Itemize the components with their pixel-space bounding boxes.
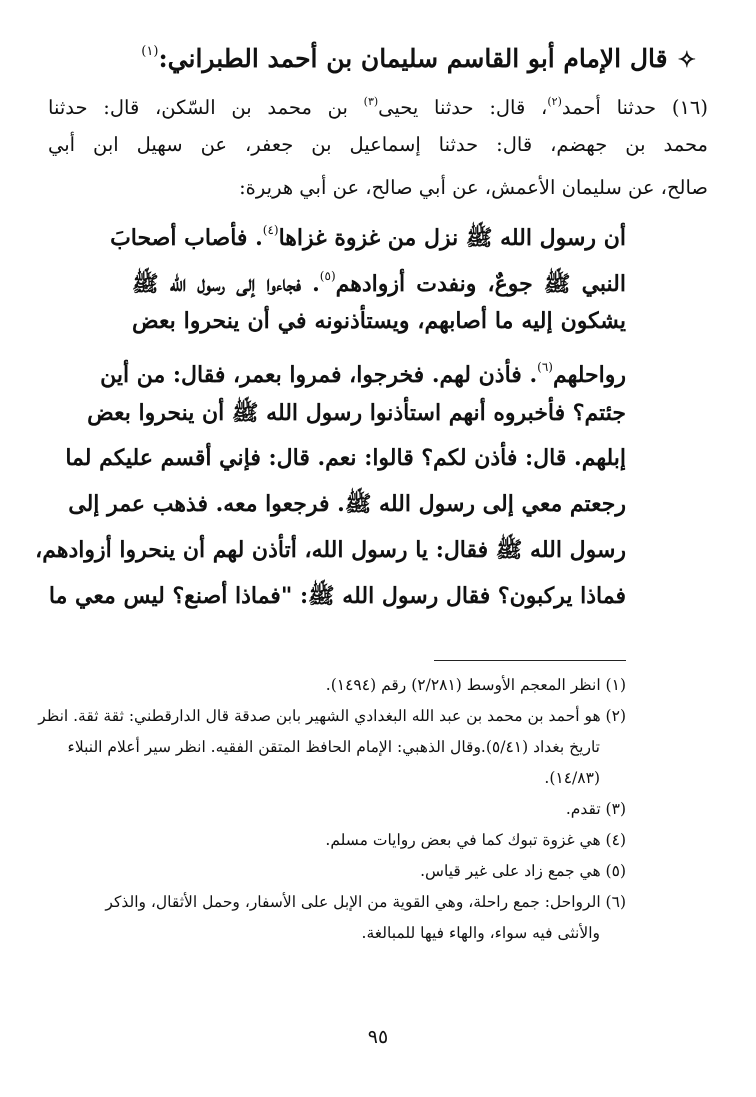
- footnotes: [38, 670, 626, 949]
- footnote-6-line-2: والأنثى فيه سواء، والهاء فيها للمبالغة.: [361, 924, 600, 942]
- footnote-2-line-2: تاريخ بغداد (٥/٤١).وقال الذهبي: الإمام الحافظ المتقن الفقيه. انظر سير أعلام النبلاء: [67, 738, 600, 756]
- footnote-ref-3: (٣): [363, 95, 379, 108]
- matn-line-1: أن رسول الله ﷺ نزل من غزوة غزاها$^{(٤)}$. فأصاب أصحابَ: [110, 223, 626, 251]
- footnote-5: (٥) هي جمع زاد على غير قياس.: [420, 862, 626, 880]
- footnote-4: (٤) هي غزوة تبوك كما في بعض روايات مسلم.: [325, 831, 626, 849]
- isnad-line-1: (١٦) حدثنا أحمد$^{(٢)}$، قال: حدثنا يحيى$^{(٣)}$ بن محمد بن السّكن، قال: حدثنا: [48, 95, 709, 119]
- footnote-separator: [434, 660, 626, 661]
- chapter-heading: [56, 30, 696, 82]
- matn-line-6: إبلهم. قال: فأذن لكم؟ قالوا: نعم. قال: فإني أقسم عليكم لما: [65, 445, 626, 472]
- isnad-line-3: صالح، عن سليمان الأعمش، عن أبي صالح، عن أبي هريرة:: [239, 176, 708, 199]
- hadith-isnad: [48, 80, 708, 209]
- page-number: ٩٥: [367, 1026, 389, 1048]
- matn-line-2: النبي ﷺ جوعٌ، ونفدت أزوادهم$^{(٥)}$. فجاءوا إلى رسول الله ﷺ: [132, 268, 626, 297]
- footnote-3: (٣) تقدم.: [565, 800, 626, 818]
- footnote-ref-4: (٤): [262, 223, 279, 237]
- diamond-star-icon: ✧: [677, 47, 696, 73]
- footnote-6-line-1: (٦) الرواحل: جمع راحلة، وهي القوية من الإبل على الأسفار، وحمل الأثقال، والذكر: [105, 893, 626, 911]
- isnad-line-2: محمد بن جهضم، قال: حدثنا إسماعيل بن جعفر، عن سهيل ابن أبي: [48, 133, 708, 156]
- matn-line-5: جئتم؟ فأخبروه أنهم استأذنوا رسول الله ﷺ أن ينحروا بعض: [87, 399, 626, 426]
- footnote-ref-2: (٢): [547, 95, 562, 108]
- matn-line-8: رسول الله ﷺ فقال: يا رسول الله، أتأذن لهم أن ينحروا أزوادهم،: [35, 536, 626, 563]
- matn-line-4: رواحلهم$^{(٦)}$. فأذن لهم. فخرجوا، فمروا بعمر، فقال: من أين: [100, 360, 626, 389]
- matn-line-7: رجعتم معي إلى رسول الله ﷺ. فرجعوا معه. فذهب عمر إلى: [68, 491, 626, 518]
- heading-footnote-ref: (١): [141, 44, 159, 59]
- footnote-1: (١) انظر المعجم الأوسط (٢/٢٨١) رقم (١٤٩٤).: [325, 676, 626, 694]
- hadith-matn: [35, 208, 626, 619]
- footnote-ref-5: (٥): [319, 268, 336, 283]
- matn-line-9: فماذا يركبون؟ فقال رسول الله ﷺ: "فماذا أصنع؟ ليس معي ما: [48, 582, 626, 609]
- matn-line-3: يشكون إليه ما أصابهم، ويستأذنونه في أن ينحروا بعض: [132, 308, 626, 335]
- heading-text: قال الإمام أبو القاسم سليمان بن أحمد الطبراني:: [158, 44, 668, 73]
- footnote-2-line-1: (٢) هو أحمد بن محمد بن عبد الله البغدادي الشهير بابن صدقة قال الدارقطني: ثقة ثقة. انظر: [38, 707, 626, 725]
- footnote-2-line-3: (١٤/٨٣).: [544, 769, 600, 787]
- footnote-ref-6: (٦): [537, 360, 553, 375]
